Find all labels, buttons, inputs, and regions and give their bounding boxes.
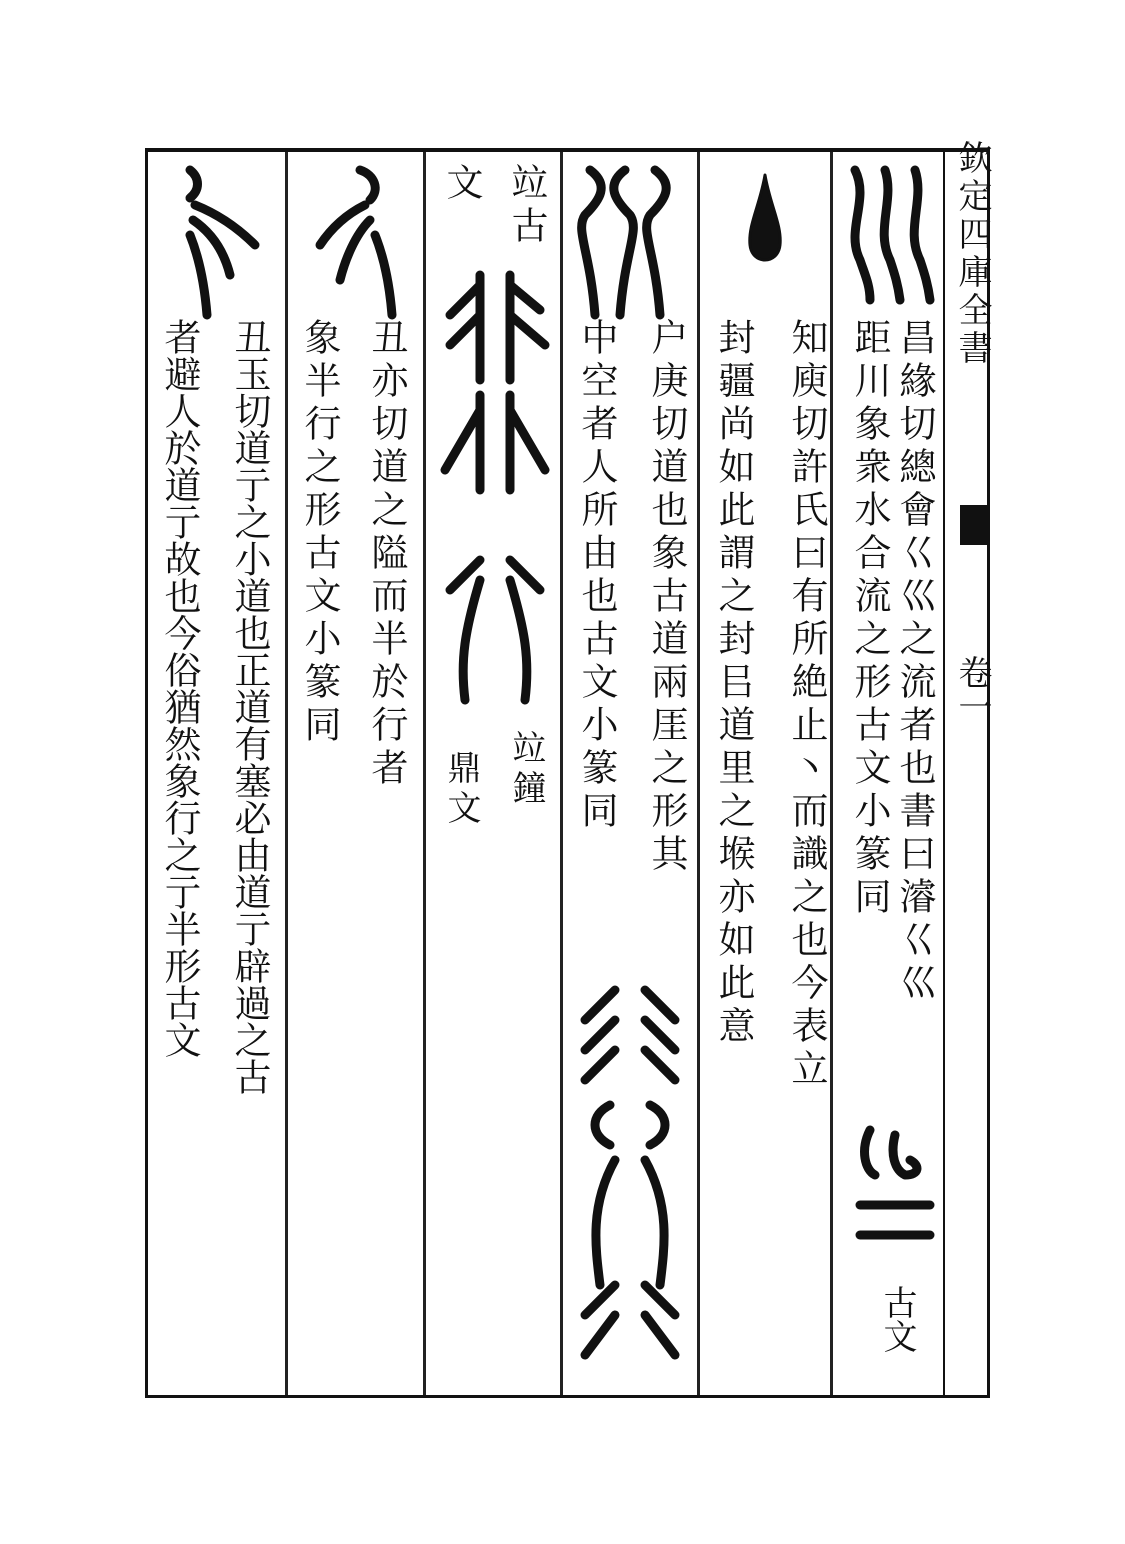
chuan-text-line-2: 距川象衆水合流之形古文小篆同 <box>848 318 891 920</box>
column-divider <box>697 152 700 1395</box>
chu-seal-icon <box>165 160 275 320</box>
xing-text-line-2: 中空者人所由也古文小篆同 <box>575 318 618 834</box>
chuan-guwen-icon <box>850 1120 940 1260</box>
chuan-variant-label: 古文 <box>877 1285 917 1353</box>
chuan-seal-icon <box>840 160 940 310</box>
xing-seal-icon <box>570 160 690 320</box>
column-divider <box>285 152 288 1395</box>
top-border <box>145 148 990 152</box>
chi-seal-icon <box>300 160 410 320</box>
bronze-source-label-2: 鼎文 <box>441 750 481 830</box>
left-border <box>145 148 148 1398</box>
zhu-seal-icon <box>740 170 790 270</box>
zhu-text-line-1: 知庾切許氏曰有所絶止丶而識之也今表立 <box>785 318 828 1092</box>
inner-right-border <box>943 148 945 1398</box>
chu-text-line-2: 者避人於道亍故也今俗猶然象行之亍半形古文 <box>158 318 201 1058</box>
column-divider <box>560 152 563 1395</box>
column-divider <box>830 152 833 1395</box>
xing-variant-icon <box>570 985 690 1375</box>
zhu-text-line-2: 封疆尚如此謂之封㠯道里之堠亦如此意 <box>712 318 755 1049</box>
bottom-border <box>145 1395 990 1398</box>
chu-text-line-1: 丑玉切道亍之小道也正道有塞必由道亍辟過之古 <box>228 318 271 1095</box>
chi-text-line-1: 丑亦切道之隘而半於行者 <box>365 318 408 791</box>
xing-text-line-1: 户庚切道也象古道兩厓之形其 <box>645 318 688 877</box>
fish-tail-mark <box>960 505 988 545</box>
bronze-text-line-2: 文 <box>440 163 483 206</box>
book-title: 欽定四庫全書 <box>952 140 992 368</box>
bronze-source-label-1: 竝鐘 <box>506 730 546 810</box>
column-divider <box>423 152 426 1395</box>
chuan-text-line-1: 昌緣切總會巜巛之流者也書曰濬巜巛 <box>893 318 936 1006</box>
bronze-text-line-1: 竝古 <box>505 163 548 249</box>
chi-text-line-2: 象半行之形古文小篆同 <box>298 318 341 748</box>
xing-bronze-icon <box>435 270 555 710</box>
volume-label: 卷一 <box>952 655 992 723</box>
